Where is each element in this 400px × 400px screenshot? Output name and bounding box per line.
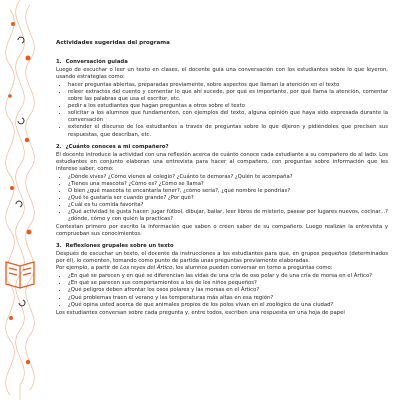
bullet-list	[56, 174, 388, 223]
example-suffix: , los alumnos pueden conversar en torno a preguntas como:	[172, 265, 333, 272]
section-intro: El docente introduce la actividad con una reflexión acerca de cuánto conoce cada estudiante a su compañero de al lado. Los estudiantes en conjunto elaboran una entrevista para hacer al compañero, con preguntas sobre información que les interese saber, como:	[56, 151, 388, 172]
section-conoces-companero	[56, 144, 388, 239]
section-title: Conversación guiada	[65, 59, 128, 66]
list-item: • pedir a los estudiantes que hagan preguntas a otros sobre el texto	[68, 103, 388, 110]
book-title: Los reyes del Ártico	[120, 265, 173, 272]
section-example	[56, 265, 388, 272]
list-item: • ¿En qué se parecen y en qué se diferencian las vidas de una cría de oso polar y de una cría de morsa en el Ártico?	[68, 273, 388, 280]
list-item: • ¿Qué problemas traen el verano y las temperaturas más altas en esa región?	[68, 295, 388, 302]
list-item: • O bien ¿qué mascota te encantaría tener?, ¿cómo sería?, ¿qué nombre le pondrías?	[68, 188, 388, 195]
section-closing: Contestan primero por escrito la información que saben o creen saber de su compañero. Luego realizan la entrevista y comprueban sus conocimientos.	[56, 224, 388, 238]
open-book-icon	[6, 262, 34, 288]
list-item: • extender el discurso de los estudiantes a través de preguntas sobre lo que dijeron y pidiéndoles que precisen sus respuestas, que describan, etc.	[68, 124, 388, 138]
section-number: 1.	[56, 59, 62, 66]
page-title: Actividades sugeridas del programa	[56, 40, 170, 46]
document-page	[56, 40, 388, 322]
list-item: • ¿Qué te gustaría ser cuando grande? ¿Por qué?	[68, 195, 388, 202]
list-item: • ¿Qué actividad te gusta hacer: jugar fútbol, dibujar, bailar, leer libros de misterio, pasear por lugares nuevos, cocinar...? ¿dónde, cómo y con quién la practicas?	[68, 209, 388, 223]
section-reflexiones-grupales	[56, 243, 388, 316]
section-number: 2.	[56, 143, 62, 150]
section-intro: Luego de escuchar o leer un texto en clases, el docente guía una conversación con los estudiantes sobre lo que leyeron, usando estrategias como:	[56, 67, 388, 81]
bullet-list	[56, 82, 388, 138]
swirl-pattern	[6, 0, 35, 400]
section-heading	[56, 59, 388, 66]
section-conversacion-guiada	[56, 59, 388, 139]
list-item: • ¿Tienes una mascota? ¿Cómo es? ¿Cómo se llama?	[68, 181, 388, 188]
section-number: 3.	[56, 243, 62, 250]
section-title: ¿Cuánto conoces a mi compañero?	[65, 143, 169, 150]
list-item: • releer extractos del cuento y comentar lo que ahí sucede, por qué es importante, por qué llama la atención, comentar sobre las palabras que usa el escritor, etc.	[68, 89, 388, 103]
example-prefix: Por ejemplo, a partir de	[56, 265, 121, 272]
list-item: • solicitar a los alumnos que fundamenten, con ejemplos del texto, alguna opinión que haya sido expresada durante la conversación	[68, 110, 388, 124]
section-intro: Después de escuchar un texto, el docente da instrucciones a los estudiantes para que, en grupos pequeños (determinados por él), lo comenten, tomando como punto de partida unas preguntas previamente elaboradas.	[56, 251, 388, 265]
section-heading	[56, 243, 388, 250]
section-closing: Los estudiantes conversan sobre cada pregunta y, entre todos, escriben una respuesta en una hoja de papel	[56, 309, 345, 316]
section-heading	[56, 144, 388, 151]
decorative-border-art	[0, 0, 40, 400]
list-item: • ¿Qué opina usted acerca de que animales propios de los polos vivan en el zoológico de una ciudad?	[68, 302, 388, 309]
bullet-list	[56, 273, 388, 308]
list-item: • ¿Cuál es tu comida favorita?	[68, 202, 388, 209]
list-item: • ¿Dónde vives? ¿Cómo vienes al colegio? ¿Cuánto te demoras? ¿Quién te acompaña?	[68, 174, 388, 181]
section-title: Reflexiones grupales sobre un texto	[65, 243, 174, 250]
list-item: • ¿En qué se parecen sus comportamientos a los de los niños pequeños?	[68, 280, 388, 287]
list-item: • hacer preguntas abiertas, preparadas previamente, sobre aspectos que llaman la atención en el texto	[68, 82, 388, 89]
list-item: • ¿Qué peligros deben afrontar los osos polares y las morsas en el Ártico?	[68, 287, 388, 294]
